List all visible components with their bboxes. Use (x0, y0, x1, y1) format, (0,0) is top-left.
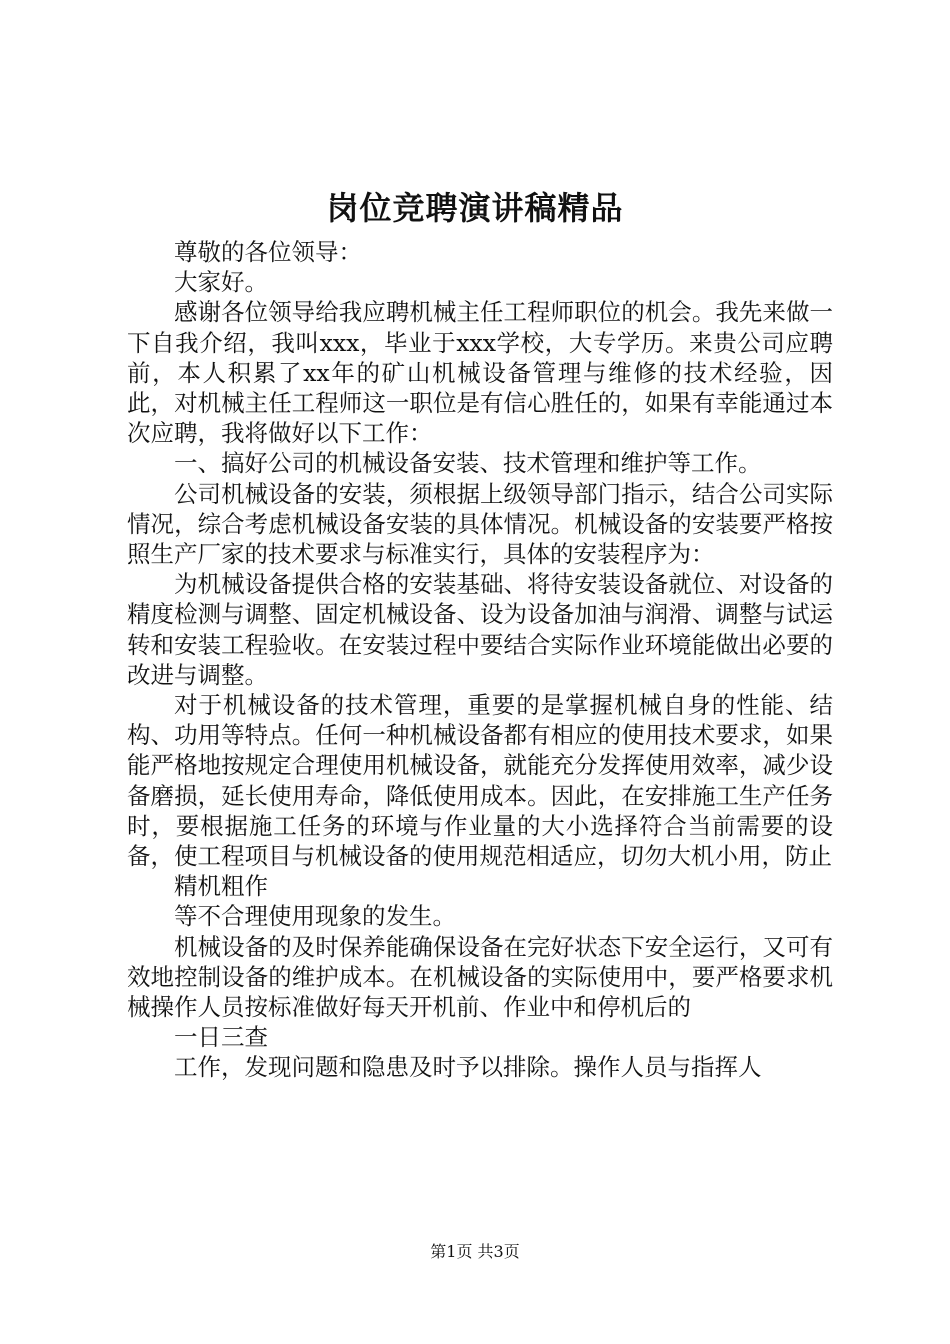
paragraph-misuse: 等不合理使用现象的发生。 (174, 902, 456, 931)
paragraph-heading-one: 一、搞好公司的机械设备安装、技术管理和维护等工作。 (174, 449, 762, 478)
paragraph-installation: 公司机械设备的安装，须根据上级领导部门指示，结合公司实际情况，综合考虑机械设备安装的具体情况。机械设备的安装要严格按照生产厂家的技术要求与标准实行，具体的安装程序为： (127, 479, 833, 569)
paragraph-inspection: 工作，发现问题和隐患及时予以排除。操作人员与指挥人 (174, 1053, 762, 1082)
paragraph-maintenance: 机械设备的及时保养能确保设备在完好状态下安全运行，又可有效地控制设备的维护成本。在机械设备的实际使用中，要严格要求机械操作人员按标准做好每天开机前、作业中和停机后的 (127, 932, 833, 1022)
document-body (127, 237, 833, 1083)
document-title: 岗位竞聘演讲稿精品 (326, 189, 624, 227)
paragraph-greeting: 大家好。 (174, 268, 268, 297)
paragraph-quote-one: 精机粗作 (174, 872, 268, 901)
paragraph-installation-steps: 为机械设备提供合格的安装基础、将待安装设备就位、对设备的精度检测与调整、固定机械设备、设为设备加油与润滑、调整与试运转和安装工程验收。在安装过程中要结合实际作业环境能做出必要的改进与调整。 (127, 570, 833, 689)
paragraph-introduction: 感谢各位领导给我应聘机械主任工程师职位的机会。我先来做一下自我介绍，我叫xxx，毕业于xxx学校，大专学历。来贵公司应聘前，本人积累了xx年的矿山机械设备管理与维修的技术经验，因此，对机械主任工程师这一职位是有信心胜任的，如果有幸能通过本次应聘，我将做好以下工作： (127, 298, 833, 448)
page-number-footer: 第1页 共3页 (430, 1242, 520, 1261)
paragraph-technical-management: 对于机械设备的技术管理，重要的是掌握机械自身的性能、结构、功用等特点。任何一种机械设备都有相应的使用技术要求，如果能严格地按规定合理使用机械设备，就能充分发挥使用效率，减少设备磨损，延长使用寿命，降低使用成本。因此，在安排施工生产任务时，要根据施工任务的环境与作业量的大小选择符合当前需要的设备，使工程项目与机械设备的使用规范相适应，切勿大机小用，防止 (127, 691, 833, 871)
paragraph-salutation: 尊敬的各位领导： (174, 238, 362, 266)
paragraph-quote-two: 一日三查 (174, 1023, 268, 1052)
